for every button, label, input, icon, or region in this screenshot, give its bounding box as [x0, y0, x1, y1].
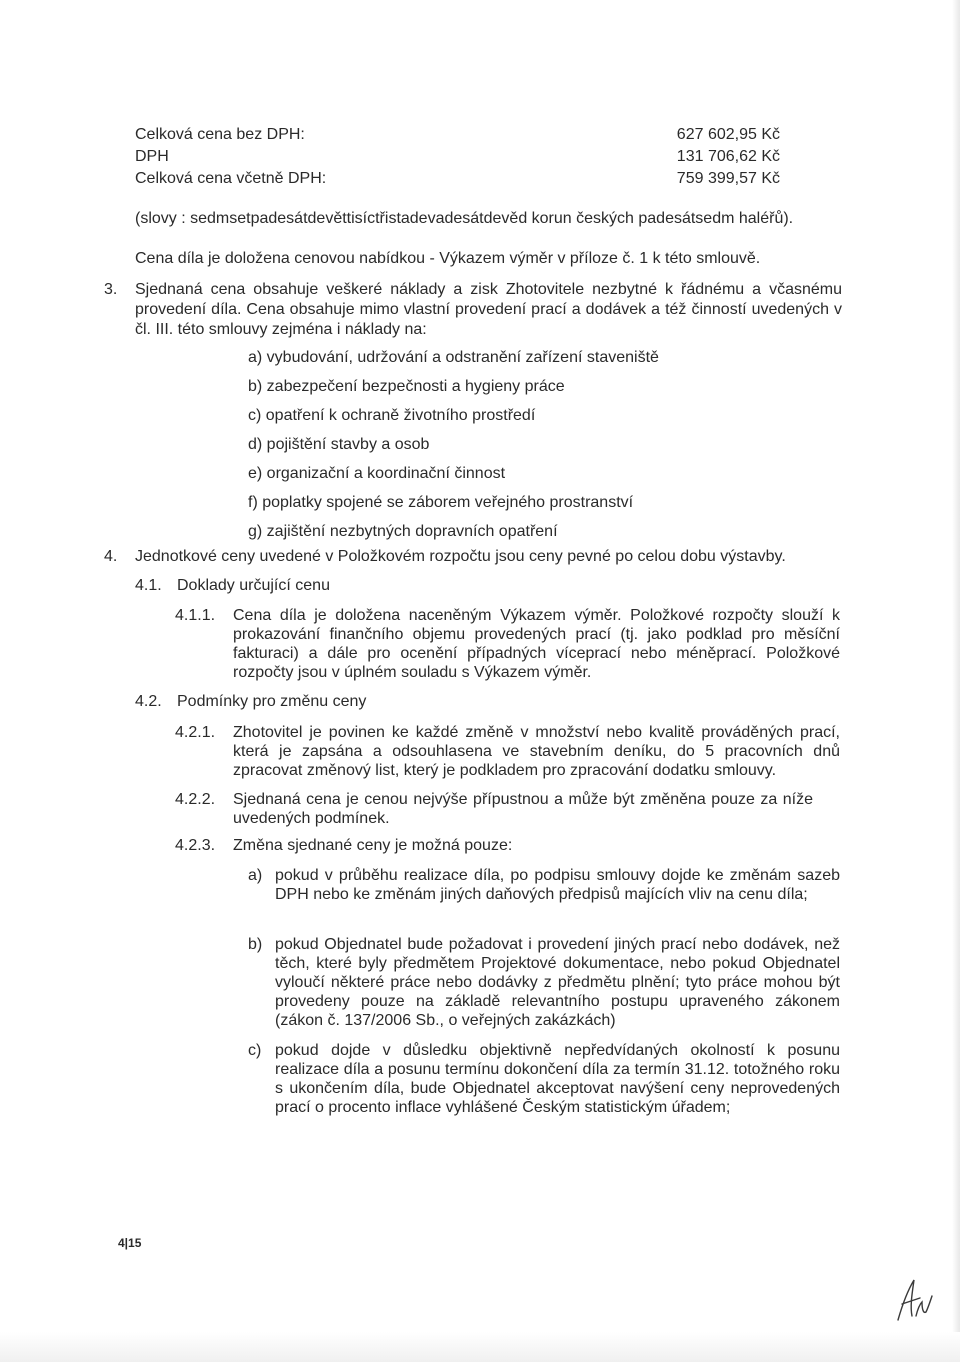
case-text: pokud Objednatel bude požadovat i provedení jiných prací nebo dodávek, než těch, které byly předmětem Projektové dokumentace, nebo pokud Objednatel vyloučí některé práce nebo dodávky z předmětu plnění; tyto práce mohou být provedeny pouze na základě relevantního postupu upraveného zákonem (zákon č. 137/2006 Sb., o veřejných zakázkách)	[275, 936, 840, 1029]
price-totals	[135, 124, 780, 190]
paragraph-4-2-2	[175, 790, 840, 828]
section-text: Jednotkové ceny uvedené v Položkovém rozpočtu jsou ceny pevné po celou dobu výstavby.	[135, 548, 786, 565]
case-a	[248, 866, 840, 904]
scan-edge	[952, 0, 960, 1362]
subsection-title: Podmínky pro změnu ceny	[177, 693, 367, 710]
list-item: a) vybudování, udržování a odstranění zařízení staveniště	[248, 349, 659, 366]
paragraph-text: Cena díla je doložena naceněným Výkazem výměr. Položkové rozpočty slouží k prokazování finančního objemu provedených prací (tj. jako podklad pro měsíční fakturaci) a dále pro ocenění případných víceprací nebo méněprací. Položkové rozpočty jsou v úplném souladu s Výkazem výměr.	[233, 607, 840, 681]
list-item: c) opatření k ochraně životního prostředí	[248, 407, 536, 424]
scan-bottom-edge	[0, 1332, 960, 1362]
list-item: b) zabezpečení bezpečnosti a hygieny práce	[248, 378, 565, 395]
section-4	[104, 548, 786, 566]
signature-initials	[890, 1276, 934, 1324]
case-text: pokud dojde v důsledku objektivně nepředvídaných okolností k posunu realizace díla a posunu termínu dokončení díla za termín 31.12. totožného roku s ukončením díla, bude Objednatel akceptovat navýšení ceny neprovedených prací o procento inflace vyhlášené Českým statistickým úřadem;	[275, 1042, 840, 1116]
case-c	[248, 1041, 840, 1117]
paragraph-4-2-1	[175, 723, 840, 780]
subsection-title: Doklady určující cenu	[177, 577, 330, 594]
total-value: 759 399,57 Kč	[676, 170, 780, 187]
section-number: 3.	[104, 281, 118, 298]
paragraph-4-1-1	[175, 606, 840, 682]
total-value: 131 706,62 Kč	[676, 148, 780, 165]
paragraph-4-2-3	[175, 836, 840, 855]
case-b	[248, 935, 840, 1030]
subsection-number: 4.1.	[135, 577, 162, 594]
total-row-with-vat	[135, 168, 780, 190]
section-text: Sjednaná cena obsahuje veškeré náklady a zisk Zhotovitele nezbytné k řádnému a včasnému provedení díla. Cena obsahuje mimo vlastní provedení prací a dodávek a též činností uvedených v čl. III. této smlouvy zejména i náklady na:	[135, 281, 842, 338]
total-label: Celková cena bez DPH:	[135, 126, 305, 143]
case-label: a)	[248, 867, 263, 884]
list-item: f) poplatky spojené se záborem veřejného prostranství	[248, 494, 634, 511]
paragraph-text: Zhotovitel je povinen ke každé změně v množství nebo kvalitě prováděných prací, která je zapsána a odsouhlasena ve stavebním deníku, do 5 pracovních dnů zpracovat změnový list, který je podkladem pro zpracování dodatku smlouvy.	[233, 724, 840, 779]
paragraph-number: 4.2.1.	[175, 724, 216, 741]
page-number: 4|15	[118, 1236, 142, 1250]
list-item: e) organizační a koordinační činnost	[248, 465, 506, 482]
cost-items-list	[248, 348, 659, 551]
section-number: 4.	[104, 548, 118, 565]
case-label: c)	[248, 1042, 262, 1059]
case-label: b)	[248, 936, 263, 953]
paragraph-number: 4.1.1.	[175, 607, 216, 624]
paragraph-number: 4.2.2.	[175, 791, 216, 808]
case-text: pokud v průběhu realizace díla, po podpisu smlouvy dojde ke změnám sazeb DPH nebo ke změnám jiných daňových předpisů majících vliv na cenu díla;	[275, 867, 840, 903]
total-row-vat	[135, 146, 780, 168]
total-value: 627 602,95 Kč	[676, 126, 780, 143]
paragraph-text: Změna sjednané ceny je možná pouze:	[233, 837, 513, 854]
paragraph-text: Sjednaná cena je cenou nejvýše přípustnou a může být změněna pouze za níže uvedených podmínek.	[233, 791, 813, 827]
price-basis: Cena díla je doložena cenovou nabídkou - Výkazem výměr v příloze č. 1 k této smlouvě.	[135, 250, 761, 267]
total-label: DPH	[135, 148, 169, 165]
paragraph-number: 4.2.3.	[175, 837, 216, 854]
list-item: g) zajištění nezbytných dopravních opatření	[248, 523, 558, 540]
price-in-words: (slovy : sedmsetpadesátdevěttisíctřistadevadesátdevěd korun českých padesátsedm haléřů).	[135, 210, 794, 227]
total-row-without-vat	[135, 124, 780, 146]
section-3	[104, 280, 842, 340]
subsection-number: 4.2.	[135, 693, 162, 710]
total-label: Celková cena včetně DPH:	[135, 170, 327, 187]
list-item: d) pojištění stavby a osob	[248, 436, 430, 453]
